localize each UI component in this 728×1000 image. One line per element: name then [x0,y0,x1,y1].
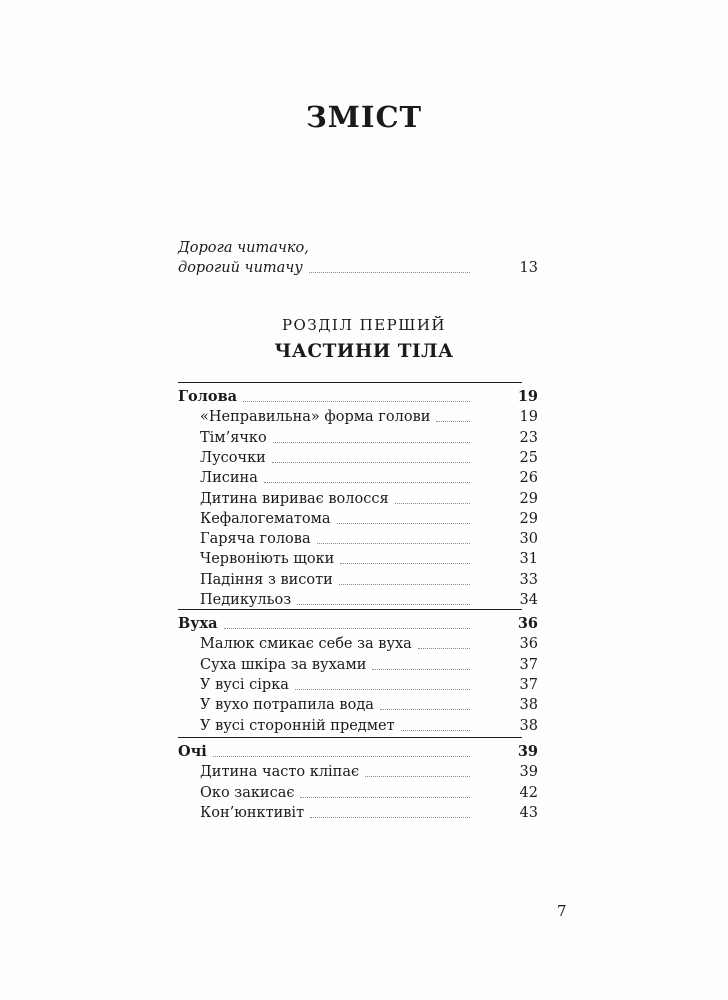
toc-entry-label: «Неправильна» форма голови [200,409,431,426]
dot-leader [272,462,470,463]
toc-entry [0,716,728,736]
toc-entry-label: Око закисає [200,784,295,801]
toc-entry-page: 33 [519,571,538,588]
toc-heading [0,614,728,634]
toc-entry-label: Дитина часто кліпає [200,764,360,781]
toc-entry [0,590,728,610]
dot-leader [436,421,470,422]
toc-heading-page: 19 [517,388,538,405]
intro-label-1: Дорога читачко, [178,240,309,256]
toc-entry-label: Кон’юнктивіт [200,804,305,821]
page-title: ЗМІСТ [305,100,423,134]
section-label: РОЗДІЛ ПЕРШИЙ [281,316,447,334]
toc-entry-page: 43 [519,804,538,821]
toc-entry-page: 38 [519,717,538,734]
toc-entry-page: 37 [519,656,538,673]
dot-leader [372,669,470,670]
dot-leader [300,797,470,798]
dot-leader [395,503,470,504]
toc-entry [0,468,728,488]
dot-leader [337,523,470,524]
toc-entry [0,655,728,675]
toc-entry [0,675,728,695]
dot-leader [418,648,470,649]
toc-entry [0,489,728,509]
toc-entry-page: 42 [519,784,538,801]
toc-entry [0,762,728,782]
toc-entry [0,407,728,427]
intro-page: 13 [519,260,538,276]
toc-entry-label: У вухо потрапила вода [200,697,374,714]
toc-entry-page: 29 [519,490,538,507]
dot-leader [380,709,470,710]
toc-entry [0,448,728,468]
toc-entry-page: 34 [519,592,538,608]
toc-entry-label: Кефалогематома [200,510,331,527]
toc-entry-label: Дитина вириває волосся [200,490,389,507]
dot-leader [339,584,470,585]
toc-entry-page: 39 [519,764,538,781]
dot-leader [365,776,470,777]
dot-leader [224,628,470,629]
intro-line-1 [0,238,728,258]
toc-entry [0,695,728,715]
toc-entry-label: Педикульоз [200,592,292,608]
toc-entry [0,529,728,549]
dot-leader [243,401,470,402]
toc-heading-label: Очі [178,743,207,760]
toc-heading-page: 36 [517,615,538,632]
toc-entry-page: 29 [519,510,538,527]
toc-entry [0,803,728,823]
toc-entry-page: 36 [519,636,538,653]
toc-entry-label: Малюк смикає себе за вуха [200,636,412,653]
section-divider [178,609,522,610]
dot-leader [310,817,470,818]
toc-entry-page: 31 [519,551,538,568]
dot-leader [264,482,470,483]
toc-heading [0,742,728,762]
toc-entry-label: Лисина [200,470,258,487]
toc-entry-label: Падіння з висоти [200,571,333,588]
toc-heading [0,387,728,407]
intro-label-2: дорогий читачу [178,260,303,276]
toc-entry [0,783,728,803]
toc-entry-page: 25 [519,449,538,466]
toc-entry-page: 30 [519,531,538,548]
dot-leader [213,756,470,757]
section-title: ЧАСТИНИ ТІЛА [274,341,454,362]
toc-heading-label: Вуха [178,615,218,632]
dot-leader [273,442,470,443]
toc-entry-label: Гаряча голова [200,531,311,548]
toc-entry-label: Тім’ячко [200,429,267,446]
toc-entry-label: Червоніють щоки [200,551,335,568]
toc-entry-page: 38 [519,697,538,714]
toc-entry-label: У вусі сірка [200,676,289,693]
dot-leader [340,563,470,564]
toc-entry-page: 23 [519,429,538,446]
page-number: 7 [557,902,567,920]
toc-heading-label: Голова [178,388,238,405]
dot-leader [295,689,470,690]
intro-entry [0,258,728,278]
toc-entry-page: 26 [519,470,538,487]
toc-entry-page: 19 [519,409,538,426]
dot-leader [401,730,470,731]
toc-entry [0,634,728,654]
toc-entry-label: У вусі сторонній предмет [200,717,395,734]
toc-heading-page: 39 [517,743,538,760]
toc-entry [0,570,728,590]
toc-entry [0,428,728,448]
toc-entry-page: 37 [519,676,538,693]
dot-leader [317,543,470,544]
toc-entry-label: Лусочки [200,449,266,466]
dot-leader [309,272,470,273]
toc-entry [0,549,728,569]
dot-leader [297,604,470,605]
section-divider [178,737,522,738]
toc-entry [0,509,728,529]
toc-entry-label: Суха шкіра за вухами [200,656,367,673]
section-divider [178,382,522,383]
